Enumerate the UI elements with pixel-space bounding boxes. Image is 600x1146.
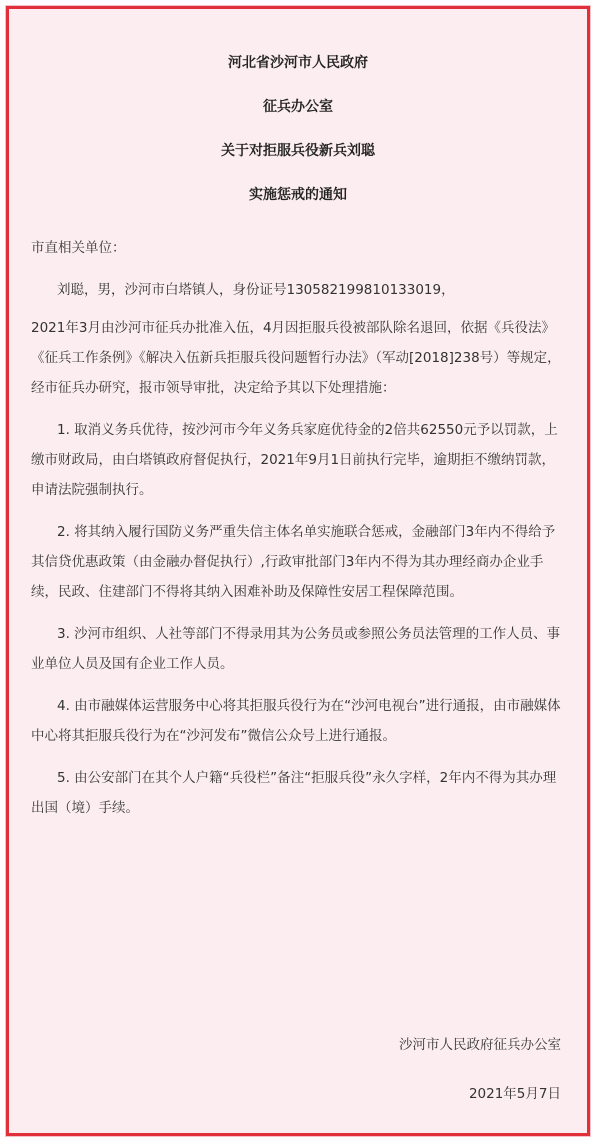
signoff-date: 2021年5月7日 [468, 1086, 561, 1102]
notice-frame [6, 6, 590, 1136]
signoff-organization: 沙河市人民政府征兵办公室 [399, 1037, 561, 1053]
notice-title [9, 41, 587, 217]
title-office: 征兵办公室 [263, 99, 333, 115]
title-subject: 关于对拒服兵役新兵刘聪 [221, 143, 375, 159]
measure-5: 5. 由公安部门在其个人户籍“兵役栏”备注“拒服兵役”永久字样，2年内不得为其办理出国（境）手续。 [31, 770, 557, 816]
measure-2: 2. 将其纳入履行国防义务严重失信主体名单实施联合惩戒，金融部门3年内不得给予其信贷优惠政策（由金融办督促执行）,行政审批部门3年内不得为其办理经商办企业手续，民政、住建部门不得将其纳入困难补助及保障性安居工程保障范围。 [31, 524, 556, 600]
title-issuer: 河北省沙河市人民政府 [228, 55, 368, 71]
intro-paragraph-2: 2021年3月由沙河市征兵办批准入伍，4月因拒服兵役被部队除名退回，依据《兵役法》《征兵工作条例》《解决入伍新兵拒服兵役问题暂行办法》（军动[2018]238号）等规定，经市征兵办研究，报市领导审批，决定给予其以下处理措施： [31, 320, 561, 396]
salutation: 市直相关单位： [31, 240, 126, 256]
notice-body [31, 233, 565, 823]
measure-4: 4. 由市融媒体运营服务中心将其拒服兵役行为在“沙河电视台”进行通报，由市融媒体中心将其拒服兵役行为在“沙河发布”微信公众号上进行通报。 [31, 698, 561, 744]
measure-3: 3. 沙河市组织、人社等部门不得录用其为公务员或参照公务员法管理的工作人员、事业单位人员及国有企业工作人员。 [31, 626, 561, 672]
title-subject-cont: 实施惩戒的通知 [249, 187, 347, 203]
measure-1: 1. 取消义务兵优待，按沙河市今年义务兵家庭优待金的2倍共62550元予以罚款，上缴市财政局，由白塔镇政府督促执行，2021年9月1日前执行完毕，逾期拒不缴纳罚款，申请法院强制执行。 [31, 422, 558, 498]
intro-paragraph-1: 刘聪，男，沙河市白塔镇人，身份证号130582199810133019， [57, 282, 455, 298]
